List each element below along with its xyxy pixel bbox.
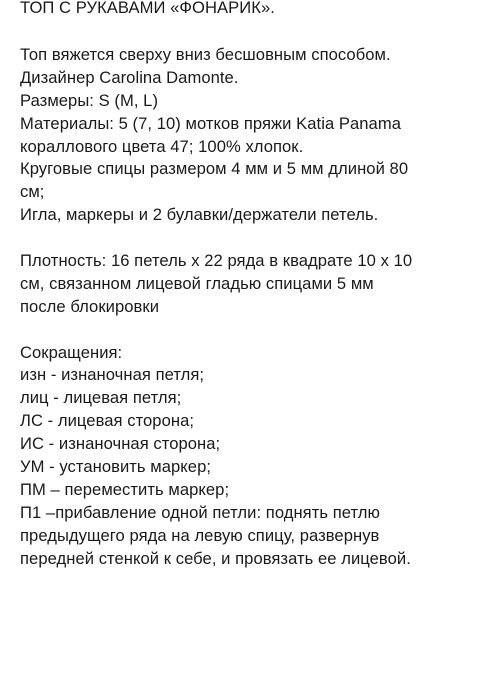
density-section: [20, 250, 480, 319]
intro-line: Игла, маркеры и 2 булавки/держатели петель.: [20, 205, 379, 225]
intro-line: Материалы: 5 (7, 10) мотков пряжи Katia Panama: [20, 113, 401, 133]
abbreviation-item: ИС - изнаночная сторона;: [20, 434, 221, 454]
abbreviation-item: лиц - лицевая петля;: [20, 388, 182, 408]
abbreviation-item: изн - изнаночная петля;: [20, 365, 205, 385]
abbreviation-item: передней стенкой к себе, и провязать ее лицевой.: [20, 548, 411, 568]
title-text: ТОП С РУКАВАМИ «ФОНАРИК».: [20, 0, 275, 17]
intro-section: [20, 44, 480, 227]
abbreviation-item: предыдущего ряда на левую спицу, развернув: [20, 525, 380, 545]
intro-line: Размеры: S (M, L): [20, 90, 159, 110]
abbreviations-section: [20, 342, 480, 571]
intro-line: Круговые спицы размером 4 мм и 5 мм длиной 80: [20, 159, 409, 179]
density-line: Плотность: 16 петель х 22 ряда в квадрате 10 х 10: [20, 251, 413, 271]
document-body: [20, 44, 480, 570]
abbreviation-item: УМ - установить маркер;: [20, 457, 212, 477]
paragraph-spacer: [20, 319, 480, 342]
abbreviation-item: П1 –прибавление одной петли: поднять петлю: [20, 502, 380, 522]
density-line: после блокировки: [20, 296, 160, 316]
abbreviation-item: ЛС - лицевая сторона;: [20, 411, 195, 431]
intro-line: см;: [20, 182, 45, 202]
abbreviation-item: ПМ – переместить маркер;: [20, 479, 230, 499]
intro-line: кораллового цвета 47; 100% хлопок.: [20, 136, 304, 156]
density-line: см, связанном лицевой гладью спицами 5 мм: [20, 273, 374, 293]
paragraph-spacer: [20, 227, 480, 250]
intro-line: Топ вяжется сверху вниз бесшовным способом.: [20, 45, 391, 64]
abbreviations-heading: Сокращения:: [20, 342, 123, 362]
intro-line: Дизайнер Carolina Damonte.: [20, 67, 239, 87]
page-title: [20, 0, 480, 20]
